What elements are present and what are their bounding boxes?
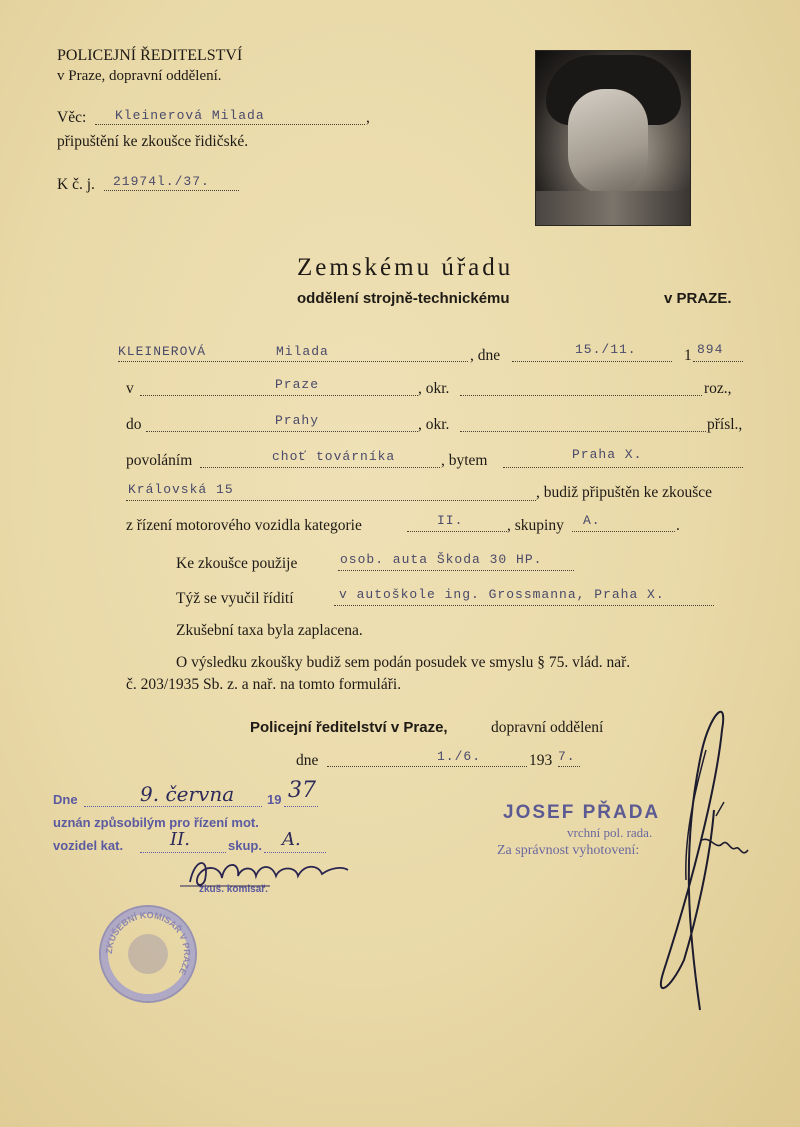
vycil-dotted-line (334, 605, 714, 606)
footer-year-suffix: 7. (558, 749, 576, 764)
bytem-label: , bytem (441, 452, 488, 469)
footer-dne-label: dne (296, 752, 319, 769)
posudek-line-2: č. 203/1935 Sb. z. a nař. na tomto formuláři. (126, 676, 402, 693)
exam-line-2: uznán způsobilým pro řízení mot. (53, 815, 259, 830)
birth-year-dotted-line (693, 361, 743, 362)
authority-line-2: v Praze, dopravní oddělení. (57, 68, 222, 84)
skupiny-dotted-line (572, 531, 675, 532)
footer-year-prefix: 193 (529, 752, 553, 769)
v-dotted-line (140, 395, 418, 396)
exam-skup-value: A. (282, 829, 301, 850)
addressee-title: Zemskému úřadu (297, 254, 514, 281)
reference-label: K č. j. (57, 176, 95, 193)
exam-year-prefix: 19 (267, 792, 282, 807)
authority-line-1: POLICEJNÍ ŘEDITELSTVÍ (57, 47, 243, 64)
name-given: Milada (276, 344, 329, 359)
addressee-city: v PRAZE. (664, 290, 732, 307)
street-value: Královská 15 (128, 482, 234, 497)
name-dotted-line (118, 361, 468, 362)
birth-date-dotted-line (512, 361, 672, 362)
skupiny-trail: . (676, 517, 680, 534)
official-stamp-note: Za správnost vyhotovení: (497, 843, 640, 858)
footer-dne-dotted-line (327, 766, 527, 767)
do-dotted-line (146, 431, 418, 432)
birth-dne-label: , dne (470, 347, 501, 364)
birth-day: 15./11. (575, 342, 637, 357)
exam-year-suffix: 37 (288, 778, 316, 803)
examiner-seal (99, 905, 197, 1003)
povolanim-dotted-line (200, 467, 440, 468)
street-dotted-line (126, 500, 536, 501)
footer-authority-rest: dopravní oddělení (491, 719, 604, 736)
okr-label-1: , okr. (418, 380, 450, 397)
footer-authority-bold: Policejní ředitelství v Praze, (250, 719, 448, 736)
roz-label: roz., (704, 380, 732, 397)
v-value: Praze (275, 377, 320, 392)
povolanim-value: choť továrníka (272, 449, 396, 464)
okr-label-2: , okr. (418, 416, 450, 433)
seal-text: ZKUŠEBNÍ KOMISAŘ V PRAZE (103, 909, 193, 977)
okr-dotted-line-2 (460, 431, 706, 432)
komisar-label: zkuš. komisař. (199, 884, 268, 895)
svg-text:ZKUŠEBNÍ KOMISAŘ V PRAZE (104, 910, 192, 977)
exam-skup-label: skup. (228, 838, 262, 853)
exam-dne-value: 9. června (140, 782, 235, 806)
official-stamp-name: JOSEF PŘADA (503, 802, 661, 823)
posudek-line-1: O výsledku zkoušky budiž sem podán posudek ve smyslu § 75. vlád. nař. (176, 654, 631, 671)
official-stamp-title: vrchní pol. rada. (567, 825, 653, 840)
subject-label: Věc: (57, 109, 87, 126)
vycil-value: v autoškole ing. Grossmanna, Praha X. (339, 587, 665, 602)
bytem-dotted-line (503, 467, 743, 468)
subject-line-2: připuštění ke zkoušce řidičské. (57, 133, 249, 150)
birth-year-suffix: 894 (697, 342, 724, 357)
povolanim-label: povoláním (126, 452, 193, 469)
kategorie-value: II. (437, 513, 464, 528)
applicant-photo (535, 50, 691, 226)
taxa-text: Zkušební taxa byla zaplacena. (176, 622, 363, 639)
footer-year-dotted-line (558, 766, 580, 767)
name-surname: KLEINEROVÁ (118, 344, 207, 359)
skupiny-value: A. (583, 513, 601, 528)
do-label: do (126, 416, 142, 433)
official-signature (640, 690, 760, 1020)
pouzije-value: osob. auta Škoda 30 HP. (340, 552, 543, 567)
pouzije-label: Ke zkoušce použije (176, 555, 298, 572)
birth-year-prefix: 1 (684, 347, 692, 364)
reference-dotted-line (104, 190, 239, 191)
subject-trail: , (366, 109, 370, 126)
rizeni-label: z řízení motorového vozidla kategorie (126, 517, 362, 534)
exam-year-dotted-line (284, 806, 318, 807)
addressee-department: oddělení strojně-technickému (297, 290, 510, 307)
bytem-value: Praha X. (572, 447, 643, 462)
subject-dotted-line (95, 124, 365, 125)
pouzije-dotted-line (338, 570, 574, 571)
kategorie-dotted-line (407, 531, 507, 532)
exam-dne-dotted-line (84, 806, 262, 807)
budiz-text: , budiž připuštěn ke zkoušce (536, 484, 713, 501)
do-value: Prahy (275, 413, 320, 428)
exam-kat-value: II. (170, 829, 190, 850)
vycil-label: Týž se vyučil řídití (176, 590, 294, 607)
reference-value: 21974l./37. (113, 174, 210, 189)
subject-value: Kleinerová Milada (115, 108, 265, 123)
skupiny-label: , skupiny (507, 517, 564, 534)
okr-dotted-line-1 (460, 395, 702, 396)
exam-vozidel-label: vozidel kat. (53, 838, 124, 853)
exam-dne-label: Dne (53, 792, 78, 807)
prisl-label: přísl., (707, 416, 743, 433)
v-label: v (126, 380, 134, 397)
footer-dne-value: 1./6. (437, 749, 482, 764)
